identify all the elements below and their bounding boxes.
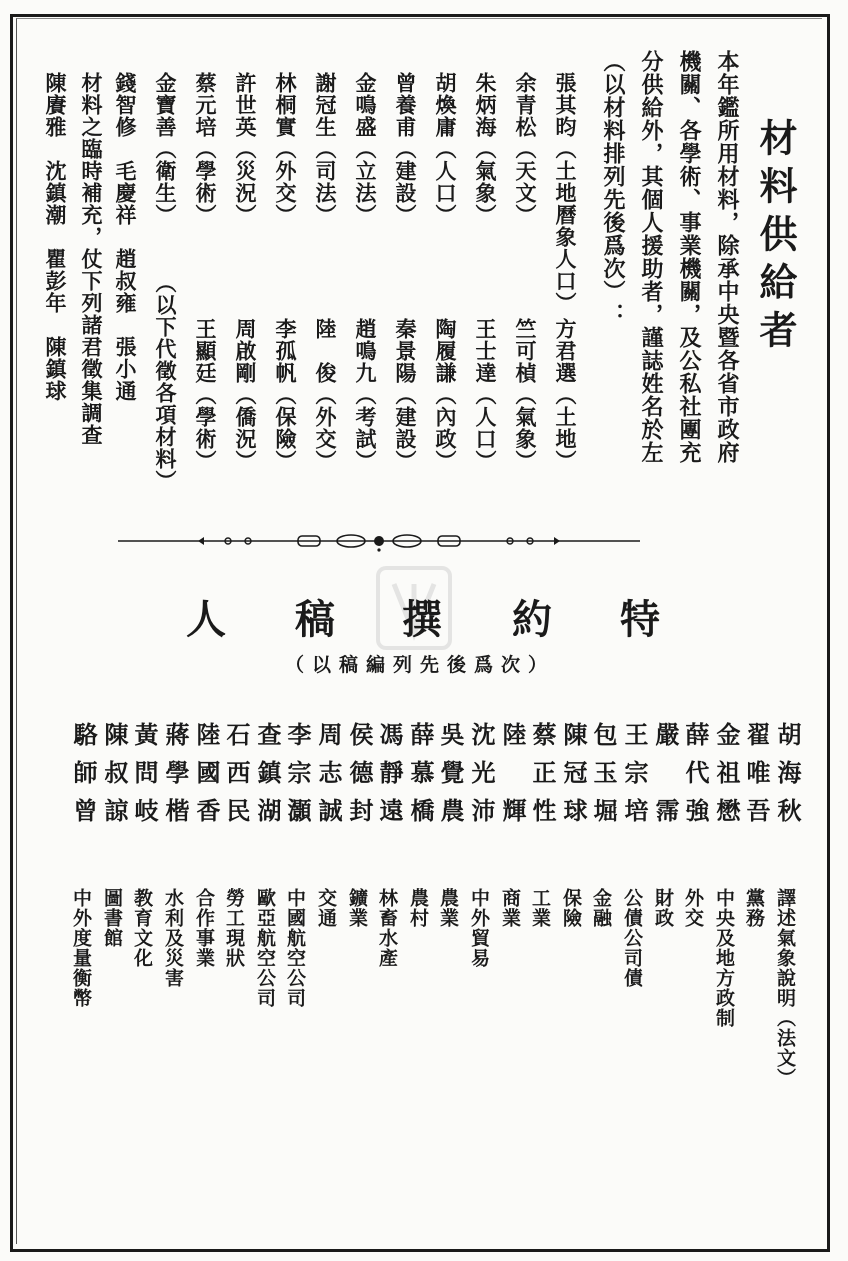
writer-name: 金祖懋 — [712, 722, 741, 836]
writer-topic: 勞工現狀 — [223, 888, 245, 968]
supplier-entry: （以下代徵各項材料） — [153, 272, 178, 492]
writer-topic: 保險 — [560, 888, 582, 928]
writer-topic: 中外度量衡幣 — [70, 888, 92, 1008]
heading-char: 撰 — [402, 596, 442, 643]
writer-name: 王宗培 — [620, 722, 649, 836]
supplier-entry: 蔡元培（學術） — [193, 72, 218, 226]
writer-topic: 交通 — [315, 888, 337, 928]
writer-name: 薛代強 — [681, 722, 710, 836]
supplier-entry: 陸 俊（外交） — [313, 318, 338, 472]
supplier-entry: 朱炳海（氣象） — [473, 72, 498, 226]
writer-name: 侯德封 — [345, 722, 374, 836]
writer-topic: 教育文化 — [131, 888, 153, 968]
writer-topic: 譯述氣象說明（法文） — [774, 888, 796, 1088]
writer-topic: 水利及災害 — [162, 888, 184, 988]
writer-name: 蔡正性 — [528, 722, 557, 836]
writer-topic: 財政 — [652, 888, 674, 928]
supplier-entry: 金鳴盛（立法） — [353, 72, 378, 226]
writer-topic: 農業 — [437, 888, 459, 928]
intro-line: 分供給外，其個人援助者，謹誌姓名於左 — [638, 50, 664, 464]
writer-name: 嚴 霈 — [651, 722, 680, 836]
writer-topic: 歐亞航空公司 — [254, 888, 276, 1008]
writer-name: 陳冠球 — [559, 722, 588, 836]
supplier-entry: 陳賡雅 沈鎮潮 瞿彭年 陳鎮球 — [43, 72, 68, 402]
heading-char: 特 — [620, 596, 660, 643]
writer-name: 黃問岐 — [130, 722, 159, 836]
heading-char: 稿 — [295, 596, 335, 643]
writer-topic: 中外貿易 — [468, 888, 490, 968]
writer-name: 馮靜遠 — [375, 722, 404, 836]
supplier-entry: 王士達（人口） — [473, 318, 498, 472]
intro-line: （以材料排列先後爲次）： — [600, 50, 626, 326]
writer-topic: 黨務 — [743, 888, 765, 928]
intro-line: 機關、各學術、事業機關，及公私社團充 — [676, 50, 702, 464]
writer-name: 查鎮湖 — [253, 722, 282, 836]
writer-topic: 工業 — [529, 888, 551, 928]
writer-name: 吳覺農 — [436, 722, 465, 836]
writer-topic: 公債公司債 — [621, 888, 643, 988]
supplier-entry: 錢智修 毛慶祥 趙叔雍 張小通 — [113, 72, 138, 402]
supplier-entry: 林桐實（外交） — [273, 72, 298, 226]
supplier-entry: 謝冠生（司法） — [313, 72, 338, 226]
writer-name: 薛慕橋 — [406, 722, 435, 836]
supplier-entry: 周啟剛（僑況） — [233, 318, 258, 472]
writer-name: 陳叔諒 — [100, 722, 129, 836]
heading-char: 人 — [186, 596, 226, 643]
supplier-entry: 曾養甫（建設） — [393, 72, 418, 226]
ornamental-divider — [118, 530, 640, 552]
writer-name: 陸國香 — [192, 722, 221, 836]
writer-name: 翟唯吾 — [742, 722, 771, 836]
writer-topic: 中央及地方政制 — [713, 888, 735, 1028]
writer-name: 石西民 — [222, 722, 251, 836]
writer-name: 胡海秋 — [773, 722, 802, 836]
writer-topic: 外交 — [682, 888, 704, 928]
supplier-entry: 趙鳴九（考試） — [353, 318, 378, 472]
writer-topic: 農村 — [407, 888, 429, 928]
writer-topic: 鑛業 — [346, 888, 368, 928]
writer-topic: 商業 — [499, 888, 521, 928]
supplier-entry: 許世英（災況） — [233, 72, 258, 226]
supplier-entry: 秦景陽（建設） — [393, 318, 418, 472]
supplier-entry: 李孤帆（保險） — [273, 318, 298, 472]
writer-topic: 中國航空公司 — [284, 888, 306, 1008]
writer-name: 李宗灝 — [283, 722, 312, 836]
writer-topic: 合作事業 — [193, 888, 215, 968]
writer-topic: 金融 — [590, 888, 612, 928]
suppliers-title: 材料供給者 — [753, 118, 798, 358]
supplier-entry: 材料之臨時補充，仗下列諸君徵集調查 — [79, 72, 104, 446]
heading-char: 約 — [512, 596, 552, 643]
writer-name: 包玉堀 — [589, 722, 618, 836]
supplier-entry: 胡煥庸（人口） — [433, 72, 458, 226]
writer-name: 駱師曾 — [69, 722, 98, 836]
writer-name: 沈光沛 — [467, 722, 496, 836]
ordering-note: （以稿編列先後爲次） — [284, 654, 555, 676]
supplier-entry: 張其昀（土地曆象人口） — [553, 72, 578, 314]
intro-line: 本年鑑所用材料，除承中央暨各省市政府 — [714, 50, 740, 464]
writer-topic: 林畜水產 — [376, 888, 398, 968]
supplier-entry: 余青松（天文） — [513, 72, 538, 226]
supplier-entry: 陶履謙（內政） — [433, 318, 458, 472]
writer-name: 周志誠 — [314, 722, 343, 836]
supplier-entry: 王顯廷（學術） — [193, 318, 218, 472]
writer-name: 蔣學楷 — [161, 722, 190, 836]
supplier-entry: 竺可楨（氣象） — [513, 318, 538, 472]
writer-name: 陸 輝 — [498, 722, 527, 836]
supplier-entry: 方君選（土地） — [553, 318, 578, 472]
supplier-entry: 金寶善（衛生） — [153, 72, 178, 226]
writer-topic: 圖書館 — [101, 888, 123, 948]
